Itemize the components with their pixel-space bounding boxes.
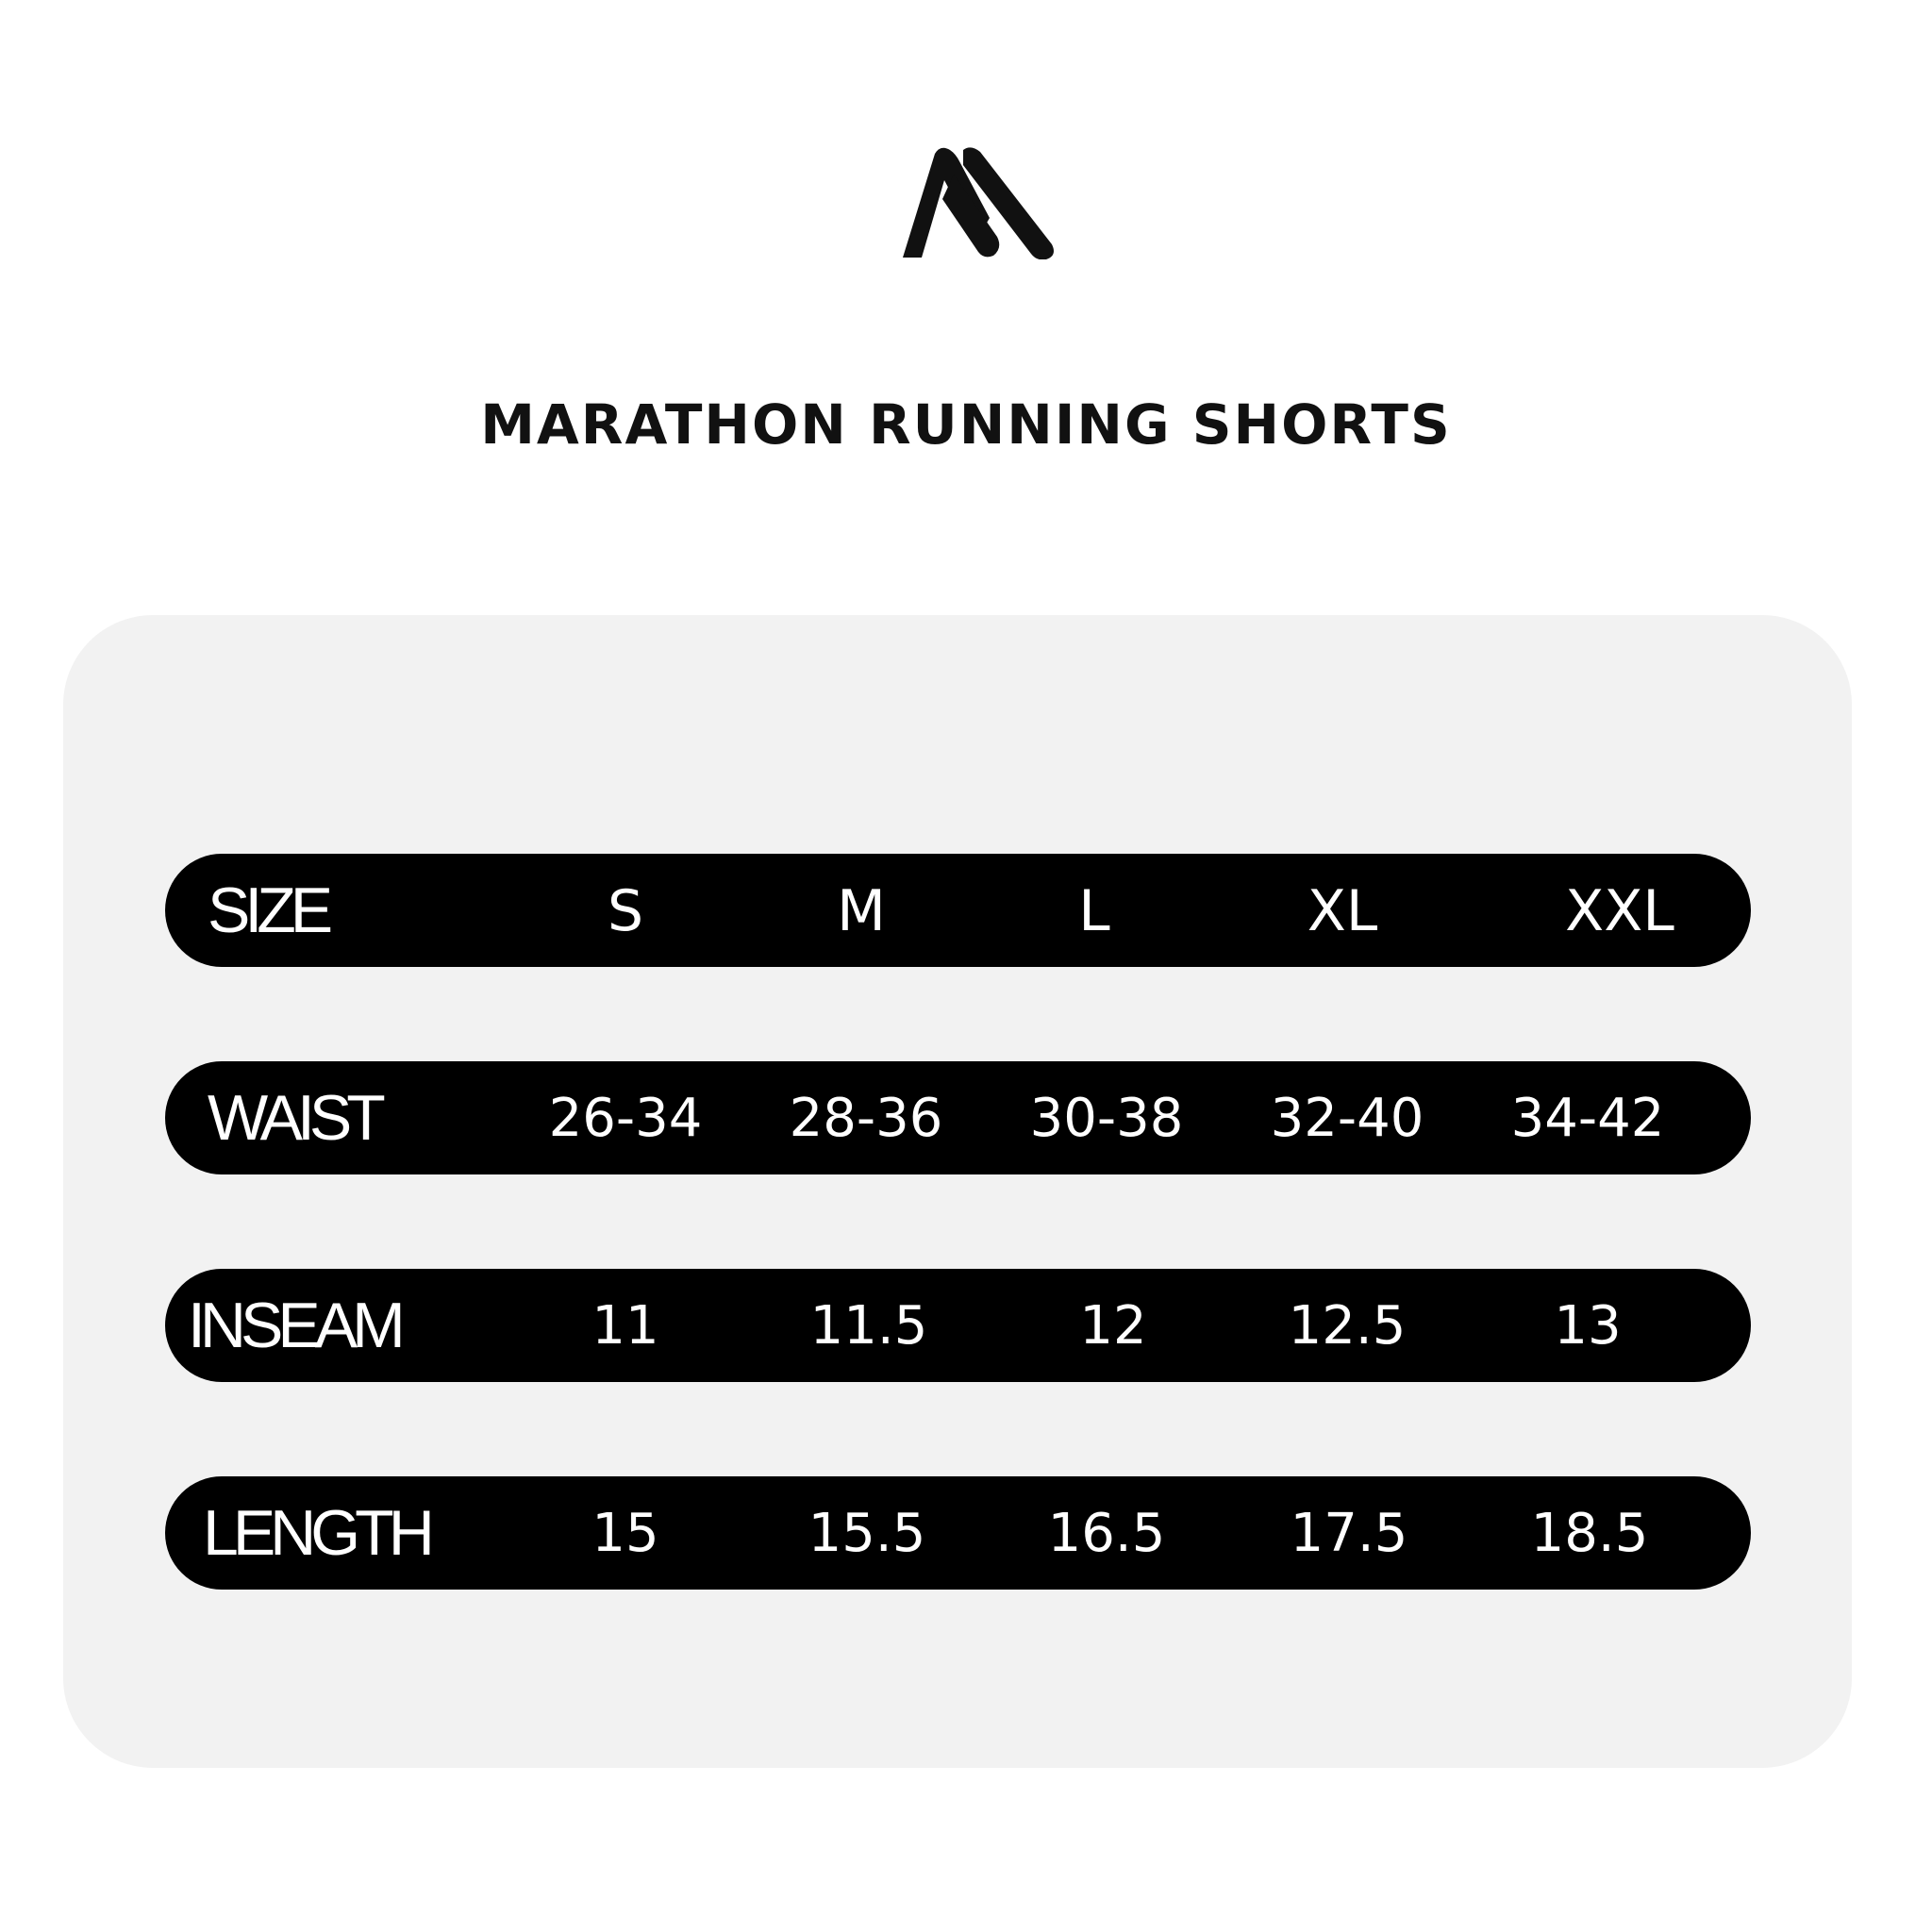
inseam-cell-xl: 12.5 xyxy=(1288,1295,1407,1357)
length-row-label: LENGTH xyxy=(203,1497,429,1569)
size-row-label: SIZE xyxy=(208,874,328,946)
length-cell-l: 16.5 xyxy=(1047,1503,1166,1564)
length-row xyxy=(165,1476,1751,1590)
brand-logo-icon xyxy=(901,146,1057,259)
length-cell-s: 15 xyxy=(591,1503,659,1564)
length-cell-m: 15.5 xyxy=(808,1503,926,1564)
waist-cell-m: 28-36 xyxy=(789,1088,943,1149)
waist-cell-xxl: 34-42 xyxy=(1510,1088,1665,1149)
inseam-row-label: INSEAM xyxy=(188,1290,400,1361)
waist-row xyxy=(165,1061,1751,1174)
size-cell-m: M xyxy=(837,878,886,944)
length-cell-xl: 17.5 xyxy=(1290,1503,1408,1564)
inseam-row xyxy=(165,1269,1751,1382)
size-cell-xl: XL xyxy=(1307,878,1378,944)
waist-cell-s: 26-34 xyxy=(548,1088,703,1149)
inseam-cell-s: 11 xyxy=(591,1295,659,1357)
size-cell-l: L xyxy=(1078,878,1110,944)
size-chart-card xyxy=(63,615,1852,1768)
page-title: MARATHON RUNNING SHORTS xyxy=(480,392,1452,457)
inseam-cell-m: 11.5 xyxy=(809,1295,928,1357)
inseam-cell-l: 12 xyxy=(1079,1295,1147,1357)
waist-cell-l: 30-38 xyxy=(1029,1088,1184,1149)
waist-row-label: WAIST xyxy=(208,1082,380,1154)
size-cell-xxl: XXL xyxy=(1565,878,1674,944)
size-cell-s: S xyxy=(607,878,644,944)
waist-cell-xl: 32-40 xyxy=(1270,1088,1424,1149)
inseam-cell-xxl: 13 xyxy=(1554,1295,1622,1357)
size-row xyxy=(165,854,1751,967)
length-cell-xxl: 18.5 xyxy=(1530,1503,1649,1564)
